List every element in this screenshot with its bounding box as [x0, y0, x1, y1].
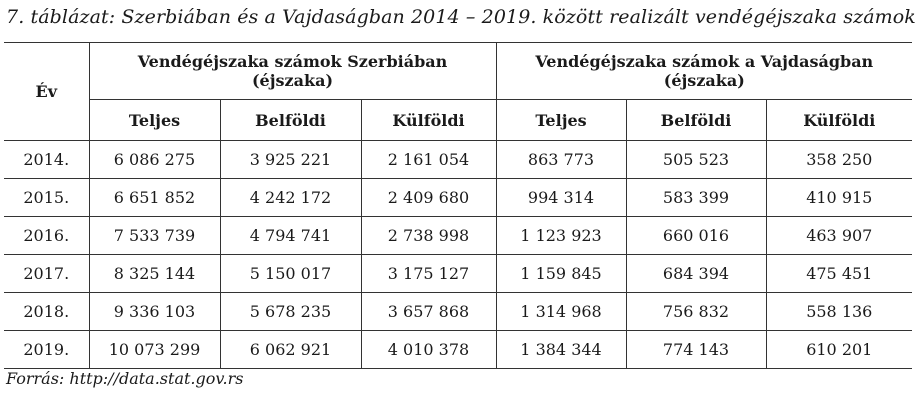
source-note: Forrás: http://data.stat.gov.rs	[6, 369, 244, 388]
table-cell: 558 136	[766, 293, 912, 331]
table-cell: 5 150 017	[220, 255, 361, 293]
table-cell: 2 409 680	[361, 179, 496, 217]
serbia-group-header	[89, 43, 496, 100]
table-row	[4, 141, 912, 179]
table-cell: 410 915	[766, 179, 912, 217]
table-row	[4, 179, 912, 217]
table-cell: 463 907	[766, 217, 912, 255]
year-cell: 2017.	[4, 255, 89, 293]
table-cell: 6 062 921	[220, 331, 361, 369]
table-cell: 684 394	[626, 255, 766, 293]
year-header: Év	[4, 43, 89, 141]
table-cell: 756 832	[626, 293, 766, 331]
year-cell: 2015.	[4, 179, 89, 217]
table-cell: 6 651 852	[89, 179, 220, 217]
table-cell: 583 399	[626, 179, 766, 217]
table-row	[4, 255, 912, 293]
table-cell: 8 325 144	[89, 255, 220, 293]
col-header-vojvodina-foreign: Külföldi	[766, 100, 912, 141]
table-cell: 660 016	[626, 217, 766, 255]
table-row	[4, 217, 912, 255]
col-header-vojvodina-domestic: Belföldi	[626, 100, 766, 141]
col-header-serbia-domestic: Belföldi	[220, 100, 361, 141]
table-cell: 4 010 378	[361, 331, 496, 369]
table-cell: 505 523	[626, 141, 766, 179]
table-cell: 3 657 868	[361, 293, 496, 331]
vojvodina-group-unit: (éjszaka)	[663, 71, 745, 90]
col-header-serbia-foreign: Külföldi	[361, 100, 496, 141]
table-cell: 10 073 299	[89, 331, 220, 369]
year-cell: 2016.	[4, 217, 89, 255]
table-cell: 4 242 172	[220, 179, 361, 217]
table-cell: 9 336 103	[89, 293, 220, 331]
table-cell: 3 175 127	[361, 255, 496, 293]
serbia-group-title: Vendégéjszaka számok Szerbiában	[137, 52, 448, 71]
vojvodina-group-title: Vendégéjszaka számok a Vajdaságban	[535, 52, 874, 71]
year-cell: 2018.	[4, 293, 89, 331]
table-cell: 1 384 344	[496, 331, 626, 369]
table-cell: 3 925 221	[220, 141, 361, 179]
vojvodina-group-header	[496, 43, 912, 100]
table-cell: 6 086 275	[89, 141, 220, 179]
table-cell: 610 201	[766, 331, 912, 369]
table-cell: 994 314	[496, 179, 626, 217]
table-cell: 1 159 845	[496, 255, 626, 293]
table-cell: 7 533 739	[89, 217, 220, 255]
table-caption: 7. táblázat: Szerbiában és a Vajdaságban 2014 – 2019. között realizált vendégéjszaka számok	[6, 6, 916, 28]
table-cell: 5 678 235	[220, 293, 361, 331]
table-cell: 358 250	[766, 141, 912, 179]
year-cell: 2014.	[4, 141, 89, 179]
table-cell: 1 314 968	[496, 293, 626, 331]
table-cell: 4 794 741	[220, 217, 361, 255]
table-cell: 475 451	[766, 255, 912, 293]
table-row	[4, 331, 912, 369]
table-cell: 774 143	[626, 331, 766, 369]
col-header-vojvodina-total: Teljes	[496, 100, 626, 141]
table-cell: 863 773	[496, 141, 626, 179]
table-row	[4, 293, 912, 331]
serbia-group-unit: (éjszaka)	[251, 71, 334, 90]
col-header-serbia-total: Teljes	[89, 100, 220, 141]
table-cell: 1 123 923	[496, 217, 626, 255]
guest-nights-table	[4, 42, 912, 369]
table-cell: 2 161 054	[361, 141, 496, 179]
year-cell: 2019.	[4, 331, 89, 369]
table-cell: 2 738 998	[361, 217, 496, 255]
